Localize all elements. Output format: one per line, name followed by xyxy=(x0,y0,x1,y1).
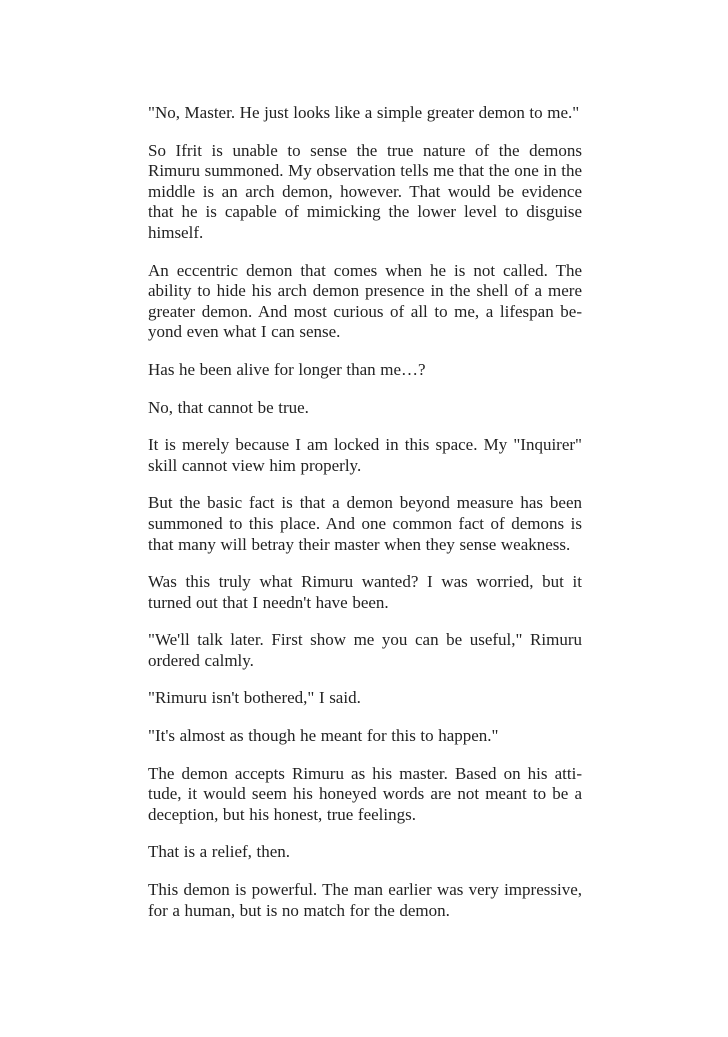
paragraph: "It's almost as though he meant for this to happen." xyxy=(148,726,499,746)
text-column xyxy=(148,103,582,938)
paragraph: "We'll talk later. First show me you can be useful," Rimuru ordered calmly. xyxy=(148,630,582,670)
paragraph: This demon is powerful. The man earlier was very impressive, for a human, but is no match for the demon. xyxy=(148,880,582,920)
paragraph: The demon accepts Rimuru as his master. Based on his attitude, it would seem his honeyed words are not meant to be a deception, but his honest, true feelings. xyxy=(148,763,582,824)
paragraph: So Ifrit is unable to sense the true nature of the demons Rimuru summoned. My observation tells me that the one in the middle is an arch demon, however. That would be evidence that he is capable of mimicking the lower level to disguise himself. xyxy=(148,140,582,242)
paragraph: Was this truly what Rimuru wanted? I was worried, but it turned out that I needn't have been. xyxy=(148,572,582,612)
paragraph: "No, Master. He just looks like a simple greater demon to me." xyxy=(148,103,580,122)
paragraph: It is merely because I am locked in this space. My "Inquirer" skill cannot view him properly. xyxy=(148,435,582,475)
paragraph: But the basic fact is that a demon beyond measure has been summoned to this place. And one common fact of demons is that many will betray their master when they sense weakness. xyxy=(148,493,582,554)
paragraph: That is a relief, then. xyxy=(148,842,291,862)
paragraph: An eccentric demon that comes when he is not called. The ability to hide his arch demon presence in the shell of a mere greater demon. And most curious of all to me, a lifespan beyond even what I can sense. xyxy=(148,260,582,342)
paragraph: No, that cannot be true. xyxy=(148,397,309,417)
paragraph: "Rimuru isn't bothered," I said. xyxy=(148,688,361,708)
paragraph: Has he been alive for longer than me…? xyxy=(148,359,426,379)
